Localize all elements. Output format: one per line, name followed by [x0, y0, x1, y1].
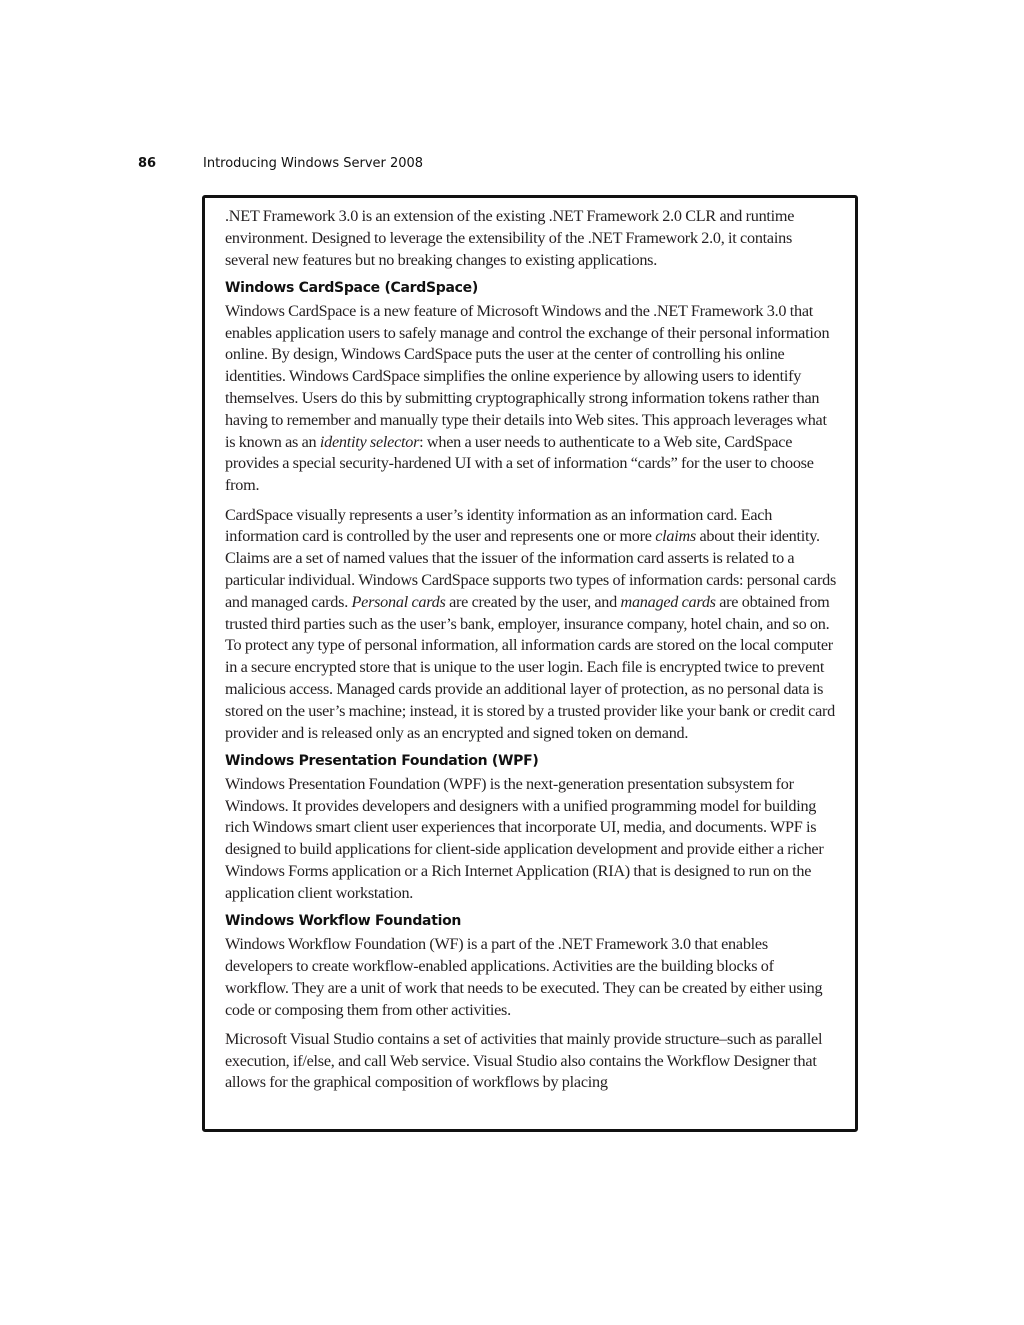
text-run: are obtained from trusted third parties such as the user’s bank, employer, insurance company, hotel chain, and so on. To protect any type of personal information, all information cards are stored on the local computer in a secure encrypted store that is unique to the user login. Each file is encrypted twice to prevent malicious access. Managed cards provide an additional layer of protection, as no personal data is stored on the user’s machine; instead, it is stored by a trusted provider like your bank or credit card provider and is released only as an encrypted and signed token on demand.: [225, 592, 836, 742]
sidebar-box: [202, 195, 858, 1132]
emphasis-term: identity selector: [319, 432, 420, 451]
emphasis-term: Personal cards: [351, 592, 446, 611]
heading-cardspace: Windows CardSpace (CardSpace): [225, 279, 478, 296]
page-number: 86: [138, 156, 157, 171]
text-run: CardSpace visually represents a user’s identity information as an information card. Each information card is controlled by the user and represents one or more: [225, 505, 773, 546]
heading-workflow: Windows Workflow Foundation: [225, 913, 462, 930]
workflow-paragraph-1: Windows Workflow Foundation (WF) is a part of the .NET Framework 3.0 that enables developers to create workflow-enabled applications. Activities are the building blocks of workflow. They are a unit of work that needs to be executed. They can be created by either using code or composing them from other activities.: [225, 935, 823, 1019]
text-run: Windows CardSpace is a new feature of Microsoft Windows and the .NET Framework 3.0 that enables application users to safely manage and control the exchange of their personal information online. By design, Windows CardSpace puts the user at the center of controlling his online identities. Windows CardSpace simplifies the online experience by allowing users to identify themselves. Users do this by submitting cryptographically strong information tokens rather than having to remember and manually type their details into Web sites. This approach leverages what is known as an: [225, 301, 830, 451]
text-run: : when a user needs to authenticate to a Web site, CardSpace provides a special security-hardened UI with a set of information “cards” for the user to choose from.: [225, 432, 814, 495]
sidebar-content: [225, 206, 837, 1102]
intro-paragraph: .NET Framework 3.0 is an extension of the existing .NET Framework 2.0 CLR and runtime environment. Designed to leverage the extensibility of the .NET Framework 2.0, it contains several new features but no breaking changes to existing applications.: [225, 207, 795, 269]
cardspace-paragraph-1: [225, 301, 837, 497]
workflow-paragraph-2: Microsoft Visual Studio contains a set of activities that mainly provide structure–such as parallel execution, if/else, and call Web service. Visual Studio also contains the Workflow Designer that allows for the graphical composition of workflows by placing: [225, 1029, 823, 1092]
text-run: are created by the user, and: [445, 592, 621, 611]
heading-wpf: Windows Presentation Foundation (WPF): [225, 752, 539, 769]
running-head: [138, 156, 423, 171]
wpf-paragraph: Windows Presentation Foundation (WPF) is the next-generation presentation subsystem for Windows. It provides developers and designers with a unified programming model for building rich Windows smart client user experiences that incorporate UI, media, and documents. WPF is designed to build applications for client-side application development and provide either a richer Windows Forms application or a Rich Internet Application (RIA) that is designed to run on the application client workstation.: [225, 774, 824, 902]
emphasis-term: claims: [655, 527, 696, 546]
cardspace-paragraph-2: [225, 505, 837, 745]
book-title: Introducing Windows Server 2008: [203, 156, 424, 171]
text-run: about their identity. Claims are a set of named values that the issuer of the information card asserts is related to a particular individual. Windows CardSpace supports two types of information cards: personal cards and managed cards.: [225, 527, 837, 611]
emphasis-term: managed cards: [620, 592, 716, 611]
